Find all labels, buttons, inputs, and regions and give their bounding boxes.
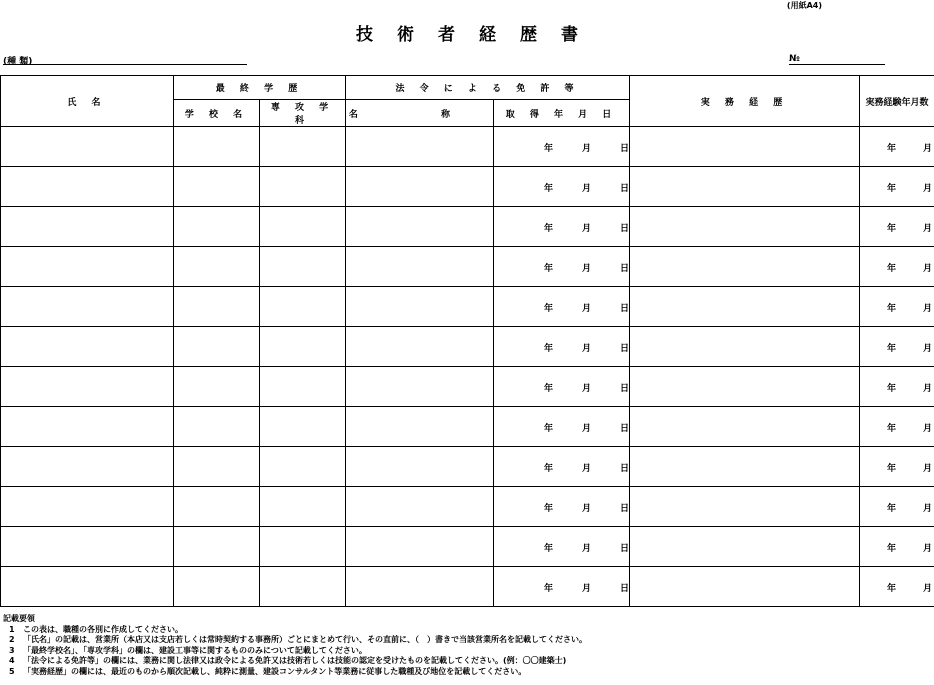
duration-unit-label: 月	[923, 464, 933, 474]
duration-unit-label: 月	[923, 144, 933, 154]
date-unit-label: 月	[582, 464, 592, 474]
notes-section	[3, 614, 587, 677]
duration-unit-label: 年	[887, 384, 897, 394]
table-row	[1, 487, 934, 527]
table-row	[1, 127, 934, 167]
school-name-cell[interactable]	[174, 447, 260, 487]
duration-unit-label: 年	[887, 144, 897, 154]
table-row	[1, 367, 934, 407]
school-name-cell[interactable]	[174, 567, 260, 607]
acquired-date-cell[interactable]	[494, 527, 630, 567]
experience-years-cell[interactable]	[860, 367, 934, 407]
date-unit-label: 年	[544, 144, 554, 154]
experience-cell[interactable]	[630, 487, 860, 527]
name-cell[interactable]	[1, 487, 174, 527]
duration-unit-label: 月	[923, 384, 933, 394]
experience-cell[interactable]	[630, 567, 860, 607]
school-name-cell[interactable]	[174, 327, 260, 367]
experience-cell[interactable]	[630, 167, 860, 207]
number-field[interactable]	[789, 54, 885, 65]
experience-years-cell[interactable]	[860, 327, 934, 367]
number-label: №	[789, 54, 800, 64]
date-unit-label: 日	[620, 384, 630, 394]
duration-unit-label: 年	[887, 344, 897, 354]
table-row	[1, 447, 934, 487]
name-cell[interactable]	[1, 327, 174, 367]
date-unit-label: 月	[582, 584, 592, 594]
major-cell[interactable]	[260, 407, 346, 447]
experience-years-cell[interactable]	[860, 407, 934, 447]
school-name-cell[interactable]	[174, 287, 260, 327]
school-name-cell[interactable]	[174, 207, 260, 247]
duration-unit-label: 年	[887, 264, 897, 274]
license-name-cell[interactable]	[346, 167, 494, 207]
name-cell[interactable]	[1, 367, 174, 407]
experience-years-cell[interactable]	[860, 207, 934, 247]
experience-cell[interactable]	[630, 127, 860, 167]
major-cell[interactable]	[260, 367, 346, 407]
experience-years-cell[interactable]	[860, 247, 934, 287]
major-cell[interactable]	[260, 287, 346, 327]
experience-cell[interactable]	[630, 447, 860, 487]
school-name-cell[interactable]	[174, 407, 260, 447]
major-cell[interactable]	[260, 327, 346, 367]
name-cell[interactable]	[1, 567, 174, 607]
type-label: (種 類)	[3, 57, 33, 67]
acquired-date-cell[interactable]	[494, 487, 630, 527]
date-unit-label: 月	[582, 544, 592, 554]
header-name: 氏 名	[1, 76, 174, 127]
name-cell[interactable]	[1, 127, 174, 167]
major-cell[interactable]	[260, 567, 346, 607]
date-unit-label: 日	[620, 544, 630, 554]
header-major: 専 攻 学 科	[260, 100, 346, 127]
license-name-cell[interactable]	[346, 487, 494, 527]
date-unit-label: 日	[620, 464, 630, 474]
acquired-date-cell[interactable]	[494, 407, 630, 447]
duration-unit-label: 年	[887, 464, 897, 474]
license-name-cell[interactable]	[346, 567, 494, 607]
duration-unit-label: 年	[887, 184, 897, 194]
date-unit-label: 月	[582, 424, 592, 434]
duration-unit-label: 月	[923, 584, 933, 594]
table-row	[1, 247, 934, 287]
duration-unit-label: 月	[923, 264, 933, 274]
date-unit-label: 年	[544, 424, 554, 434]
duration-unit-label: 年	[887, 584, 897, 594]
duration-unit-label: 月	[923, 424, 933, 434]
table-row	[1, 287, 934, 327]
table-row	[1, 567, 934, 607]
license-name-cell[interactable]	[346, 127, 494, 167]
major-cell[interactable]	[260, 247, 346, 287]
duration-unit-label: 月	[923, 344, 933, 354]
name-cell[interactable]	[1, 167, 174, 207]
name-cell[interactable]	[1, 247, 174, 287]
license-name-cell[interactable]	[346, 287, 494, 327]
experience-cell[interactable]	[630, 527, 860, 567]
table-row	[1, 207, 934, 247]
type-field[interactable]	[3, 54, 247, 65]
date-unit-label: 年	[544, 464, 554, 474]
duration-unit-label: 年	[887, 304, 897, 314]
major-cell[interactable]	[260, 167, 346, 207]
date-unit-label: 日	[620, 344, 630, 354]
school-name-cell[interactable]	[174, 167, 260, 207]
name-cell[interactable]	[1, 207, 174, 247]
school-name-cell[interactable]	[174, 127, 260, 167]
acquired-date-cell[interactable]	[494, 207, 630, 247]
acquired-date-cell[interactable]	[494, 127, 630, 167]
license-name-cell[interactable]	[346, 407, 494, 447]
date-unit-label: 年	[544, 304, 554, 314]
date-unit-label: 年	[544, 504, 554, 514]
acquired-date-cell[interactable]	[494, 447, 630, 487]
license-name-cell[interactable]	[346, 327, 494, 367]
date-unit-label: 月	[582, 144, 592, 154]
date-unit-label: 月	[582, 264, 592, 274]
experience-cell[interactable]	[630, 327, 860, 367]
date-unit-label: 月	[582, 344, 592, 354]
major-cell[interactable]	[260, 487, 346, 527]
date-unit-label: 日	[620, 424, 630, 434]
experience-cell[interactable]	[630, 407, 860, 447]
license-name-cell[interactable]	[346, 367, 494, 407]
experience-cell[interactable]	[630, 367, 860, 407]
duration-unit-label: 月	[923, 224, 933, 234]
experience-cell[interactable]	[630, 287, 860, 327]
duration-unit-label: 年	[887, 424, 897, 434]
date-unit-label: 月	[582, 184, 592, 194]
header-acquired-date: 取 得 年 月 日	[494, 100, 630, 127]
date-unit-label: 年	[544, 544, 554, 554]
table-row	[1, 327, 934, 367]
license-name-cell[interactable]	[346, 207, 494, 247]
table-row	[1, 167, 934, 207]
school-name-cell[interactable]	[174, 527, 260, 567]
table-row	[1, 527, 934, 567]
experience-years-cell[interactable]	[860, 167, 934, 207]
header-experience-years: 実務経験年月数	[860, 76, 934, 127]
license-name-cell[interactable]	[346, 447, 494, 487]
experience-years-cell[interactable]	[860, 487, 934, 527]
experience-years-cell[interactable]	[860, 567, 934, 607]
school-name-cell[interactable]	[174, 487, 260, 527]
date-unit-label: 月	[582, 304, 592, 314]
duration-unit-label: 月	[923, 304, 933, 314]
paper-size-label: (用紙A4)	[786, 1, 822, 10]
experience-years-cell[interactable]	[860, 287, 934, 327]
date-unit-label: 日	[620, 304, 630, 314]
duration-unit-label: 月	[923, 544, 933, 554]
name-cell[interactable]	[1, 447, 174, 487]
page-title: 技術者経歴書	[356, 25, 602, 45]
license-name-cell[interactable]	[346, 247, 494, 287]
license-name-cell[interactable]	[346, 527, 494, 567]
duration-unit-label: 年	[887, 224, 897, 234]
date-unit-label: 日	[620, 504, 630, 514]
notes-title: 記載要領	[3, 614, 35, 623]
name-cell[interactable]	[1, 287, 174, 327]
acquired-date-cell[interactable]	[494, 567, 630, 607]
duration-unit-label: 月	[923, 504, 933, 514]
experience-cell[interactable]	[630, 247, 860, 287]
acquired-date-cell[interactable]	[494, 327, 630, 367]
date-unit-label: 月	[582, 384, 592, 394]
note-item: 1 この表は、職種の各別に作成してください。	[9, 624, 183, 634]
date-unit-label: 日	[620, 224, 630, 234]
note-item: 3 「最終学校名」、「専攻学科」の欄は、建設工事等に関するもののみについて記載してください。	[9, 645, 367, 655]
experience-years-cell[interactable]	[860, 127, 934, 167]
name-cell[interactable]	[1, 407, 174, 447]
header-license-group: 法 令 に よ る 免 許 等	[346, 76, 630, 100]
date-unit-label: 日	[620, 584, 630, 594]
table-row	[1, 407, 934, 447]
name-cell[interactable]	[1, 527, 174, 567]
major-cell[interactable]	[260, 127, 346, 167]
date-unit-label: 日	[620, 144, 630, 154]
duration-unit-label: 年	[887, 504, 897, 514]
acquired-date-cell[interactable]	[494, 247, 630, 287]
major-cell[interactable]	[260, 447, 346, 487]
duration-unit-label: 月	[923, 184, 933, 194]
experience-cell[interactable]	[630, 207, 860, 247]
note-item: 5 「実務経歴」の欄には、最近のものから順次記載し、純粋に測量、建設コンサルタント等業務に従事した職種及び地位を記載してください。	[9, 666, 527, 676]
note-item: 2 「氏名」の記載は、営業所（本店又は支店若しくは常時契約する事務所）ごとにまとめて行い、その直前に、（ ）書きで当該営業所名を記載してください。	[9, 635, 587, 644]
major-cell[interactable]	[260, 207, 346, 247]
date-unit-label: 月	[582, 504, 592, 514]
major-cell[interactable]	[260, 527, 346, 567]
duration-unit-label: 年	[887, 544, 897, 554]
date-unit-label: 年	[544, 264, 554, 274]
date-unit-label: 日	[620, 184, 630, 194]
experience-years-cell[interactable]	[860, 447, 934, 487]
acquired-date-cell[interactable]	[494, 367, 630, 407]
career-table	[0, 75, 934, 607]
date-unit-label: 年	[544, 584, 554, 594]
header-school-name: 学 校 名	[174, 100, 260, 127]
date-unit-label: 年	[544, 344, 554, 354]
header-license-name: 名 称	[346, 100, 494, 127]
date-unit-label: 年	[544, 224, 554, 234]
date-unit-label: 日	[620, 264, 630, 274]
acquired-date-cell[interactable]	[494, 167, 630, 207]
header-experience: 実 務 経 歴	[630, 76, 860, 127]
acquired-date-cell[interactable]	[494, 287, 630, 327]
school-name-cell[interactable]	[174, 247, 260, 287]
date-unit-label: 年	[544, 384, 554, 394]
school-name-cell[interactable]	[174, 367, 260, 407]
header-final-education: 最 終 学 歴	[174, 76, 346, 100]
note-item: 4 「法令による免許等」の欄には、業務に関し法律又は政令による免許又は技術若しくは技能の認定を受けたものを記載してください。(例：〇〇建築士)	[9, 656, 567, 665]
date-unit-label: 月	[582, 224, 592, 234]
date-unit-label: 年	[544, 184, 554, 194]
experience-years-cell[interactable]	[860, 527, 934, 567]
